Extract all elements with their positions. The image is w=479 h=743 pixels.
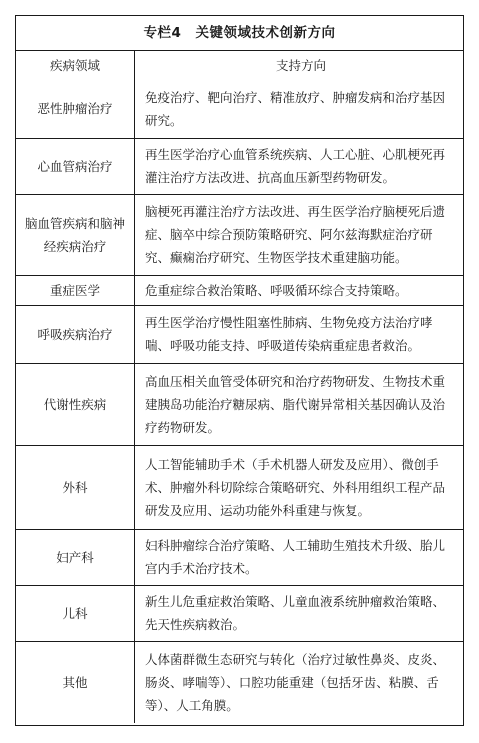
table-row <box>16 194 463 275</box>
row-field: 重症医学 <box>16 275 135 305</box>
row-direction: 人体菌群微生态研究与转化（治疗过敏性鼻炎、皮炎、肠炎、哮喘等）、口腔功能重建（包括牙齿、粘膜、舌等）、人工角膜。 <box>135 641 464 723</box>
table-row <box>16 641 463 723</box>
row-field: 心血管病治疗 <box>16 138 135 194</box>
row-field: 呼吸疾病治疗 <box>16 305 135 363</box>
row-field: 外科 <box>16 445 135 529</box>
box-title: 专栏4 关键领域技术创新方向 <box>16 16 463 51</box>
row-direction: 危重症综合救治策略、呼吸循环综合支持策略。 <box>135 275 464 305</box>
header-direction: 支持方向 <box>275 58 326 73</box>
row-field: 其他 <box>16 641 135 723</box>
row-field: 恶性肿瘤治疗 <box>16 80 135 138</box>
row-direction: 脑梗死再灌注治疗方法改进、再生医学治疗脑梗死后遗症、脑卒中综合预防策略研究、阿尔兹海默症治疗研究、癫痫治疗研究、生物医学技术重建脑功能。 <box>135 194 464 275</box>
table-row <box>16 80 463 138</box>
row-direction: 再生医学治疗心血管系统疾病、人工心脏、心肌梗死再灌注治疗方法改进、抗高血压新型药物研发。 <box>135 138 464 194</box>
table-row <box>16 445 463 529</box>
table-row <box>16 363 463 445</box>
feature-box <box>15 15 464 726</box>
row-direction: 妇科肿瘤综合治疗策略、人工辅助生殖技术升级、胎儿宫内手术治疗技术。 <box>135 529 464 585</box>
table-row <box>16 585 463 641</box>
header-field: 疾病领域 <box>16 51 135 80</box>
table-row <box>16 305 463 363</box>
row-field: 脑血管疾病和脑神经疾病治疗 <box>16 194 135 275</box>
row-field: 代谢性疾病 <box>16 363 135 445</box>
direction-table <box>16 51 463 723</box>
row-direction: 高血压相关血管受体研究和治疗药物研发、生物技术重建胰岛功能治疗糖尿病、脂代谢异常相关基因确认及治疗药物研发。 <box>135 363 464 445</box>
row-direction: 新生儿危重症救治策略、儿童血液系统肿瘤救治策略、先天性疾病救治。 <box>135 585 464 641</box>
table-row <box>16 275 463 305</box>
table-header-row <box>16 51 463 80</box>
row-direction: 免疫治疗、靶向治疗、精准放疗、肿瘤发病和治疗基因研究。 <box>145 89 446 128</box>
row-field: 儿科 <box>16 585 135 641</box>
row-field: 妇产科 <box>16 529 135 585</box>
table-row <box>16 138 463 194</box>
row-direction: 再生医学治疗慢性阻塞性肺病、生物免疫方法治疗哮喘、呼吸功能支持、呼吸道传染病重症患者救治。 <box>135 305 464 363</box>
table-row <box>16 529 463 585</box>
row-direction: 人工智能辅助手术（手术机器人研发及应用）、微创手术、肿瘤外科切除综合策略研究、外科用组织工程产品研发及应用、运动功能外科重建与恢复。 <box>135 445 464 529</box>
